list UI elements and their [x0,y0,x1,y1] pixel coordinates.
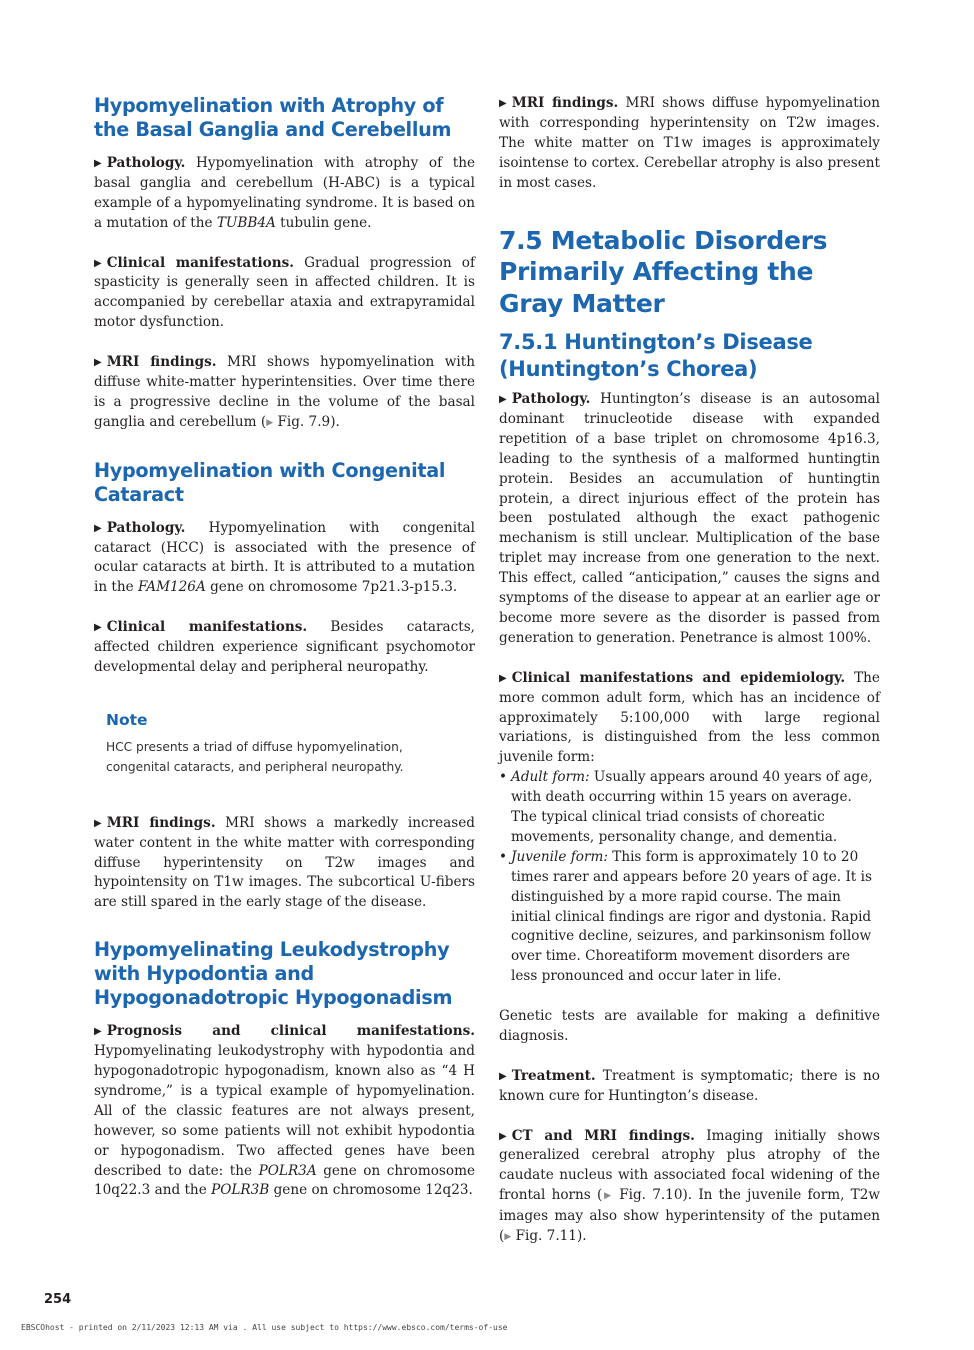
list-item-adult-form: • Adult form: Usually appears around 40 years of age, with death occurring within 15 years on average. The typical clinical triad consists of choreatic movements, personality change, and dementia. [499,769,873,845]
triangle-bullet-icon: ▶ [499,1070,507,1082]
chapter-heading: 7.5 Metabolic Disorders Primarily Affecting the Gray Matter [499,225,828,318]
section-heading-huntington: 7.5.1 Huntington’s Disease (Huntington’s Chorea) [499,330,813,382]
paragraph-prognosis-4h: ▶ Prognosis and clinical manifestations. Hypomyelinating leukodystrophy with hypodontia and hypogonadotropic hypogonadism, known also as “4 H syndrome,” is a typical example of hypomyelination. All of the classic features are not always present, however, so some patients will not exhibit hypodontia or hypogonadism. Two affected genes have been described to date: the POLR3A gene on chromosome 10q22.3 and the POLR3B gene on chromosome 12q23. [94,1023,476,1199]
paragraph-pathology-habc: ▶ Pathology. Hypomyelination with atrophy of the basal ganglia and cerebellum (H-ABC) is a typical example of a hypomyelinating syndrome. It is based on a mutation of the TUBB4A tubulin gene. [94,155,475,231]
forms-bullet-list [499,768,880,987]
figure-reference-link[interactable]: Fig. 7.11 [515,1228,577,1245]
triangle-bullet-icon: ▶ [94,1026,102,1038]
paragraph-genetic-tests: Genetic tests are available for making a definitive diagnosis. [499,1008,880,1044]
triangle-bullet-icon: ▶ [94,257,102,269]
figure-reference-arrow-icon: ▶ [602,1191,613,1202]
triangle-bullet-icon: ▶ [499,394,507,406]
paragraph-pathology-hcc: ▶ Pathology. Hypomyelination with congenital cataract (HCC) is associated with the presence of ocular cataracts at birth. It is attributed to a mutation in the FAM126A gene on chromosome 7p21.3-p15.3. [94,519,475,596]
bullet-dot-icon: • [499,769,508,786]
triangle-bullet-icon: ▶ [94,817,102,829]
left-column [94,94,475,1201]
right-column [499,94,880,1248]
triangle-bullet-icon: ▶ [94,522,102,534]
bullet-dot-icon: • [499,848,508,865]
paragraph-treatment: ▶ Treatment. Treatment is symptomatic; there is no known cure for Huntington’s disease. [499,1067,880,1104]
paragraph-ct-mri: ▶ CT and MRI findings. Imaging initially shows generalized cerebral atrophy plus atrophy of the caudate nucleus with associated focal widening of the frontal horns (▶ Fig. 7.10). In the juvenile form, T2w images may also show hyperintensity of the putamen (▶ Fig. 7.11). [499,1127,880,1245]
figure-reference-link[interactable]: Fig. 7.9 [277,413,331,430]
paragraph-clinical-habc: ▶ Clinical manifestations. Gradual progression of spasticity is generally seen in affected children. It is accompanied by cerebellar ataxia and extrapyramidal motor dysfunction. [94,254,475,331]
paragraph-clinical-huntington: ▶ Clinical manifestations and epidemiology. The more common adult form, which has an incidence of approximately 5:100,000 with large regional variations, is distinguished from the less common juvenile form: [499,669,880,766]
section-heading-4h-syndrome: Hypomyelinating Leukodystrophy with Hypodontia and Hypogonadotropic Hypogonadism [94,938,453,1010]
triangle-bullet-icon: ▶ [499,1130,507,1142]
triangle-bullet-icon: ▶ [94,622,102,634]
section-heading-hypomyelination-atrophy: Hypomyelination with Atrophy of the Basal Ganglia and Cerebellum [94,94,452,141]
note-text: HCC presents a triad of diffuse hypomyelination, congenital cataracts, and peripheral neuropathy. [106,739,404,774]
note-box [94,710,475,778]
triangle-bullet-icon: ▶ [94,158,102,169]
page-number: 254 [44,1292,72,1307]
figure-reference-link[interactable]: Fig. 7.10 [619,1187,683,1204]
list-item-juvenile-form: • Juvenile form: This form is approximately 10 to 20 times rarer and appears before 20 years of age. It is distinguished by a more rapid course. The main initial clinical findings are rigor and dystonia. Rapid cognitive decline, seizures, and parkinsonism follow over time. Choreatiform movement disorders are less pronounced and occur later in life. [499,848,872,985]
print-footer: EBSCOhost - printed on 2/11/2023 12:13 AM via . All use subject to https://www.ebsco.com/terms-of-use [21,1323,508,1332]
paragraph-mri-4h: ▶ MRI findings. MRI shows diffuse hypomyelination with corresponding hyperintensity on T2w images. The white matter on T1w images is approximately isointense to cortex. Cerebellar atrophy is also present in most cases. [499,95,880,191]
section-heading-congenital-cataract: Hypomyelination with Congenital Cataract [94,458,446,506]
paragraph-clinical-hcc: ▶ Clinical manifestations. Besides cataracts, affected children experience significant psychomotor developmental delay and peripheral neuropathy. [94,619,475,675]
triangle-bullet-icon: ▶ [94,357,102,369]
triangle-bullet-icon: ▶ [499,672,507,684]
figure-reference-arrow-icon: ▶ [266,417,274,428]
paragraph-pathology-huntington: ▶ Pathology. Huntington’s disease is an autosomal dominant trinucleotide disease with expanded repetition of a base triplet on chromosome 4p16.3, leading to the synthesis of a malformed huntingtin protein. Besides an accumulation of huntingtin protein, a direct injurious effect of the protein has been postulated although the exact pathogenic mechanism is still unclear. Multiplication of the base triplet may increase from one generation to the next. This effect, called “anticipation,” causes the signs and symptoms of the disease to appear at an earlier age or become more severe as the disorder is passed from generation to generation. Penetrance is almost 100%. [499,391,880,646]
figure-reference-arrow-icon: ▶ [504,1232,512,1243]
paragraph-mri-hcc: ▶ MRI findings. MRI shows a markedly increased water content in the white matter with corresponding diffuse hyperintensity on T2w images and hypointensity on T1w images. The subcortical U-fibers are still spared in the early stage of the disease. [94,814,475,911]
paragraph-mri-habc: ▶ MRI findings. MRI shows hypomyelination with diffuse white-matter hyperintensities. Over time there is a progressive decline in the volume of the basal ganglia and cerebellum (▶ Fig. 7.9). [94,354,475,430]
triangle-bullet-icon: ▶ [499,98,507,109]
note-title: Note [106,710,148,729]
